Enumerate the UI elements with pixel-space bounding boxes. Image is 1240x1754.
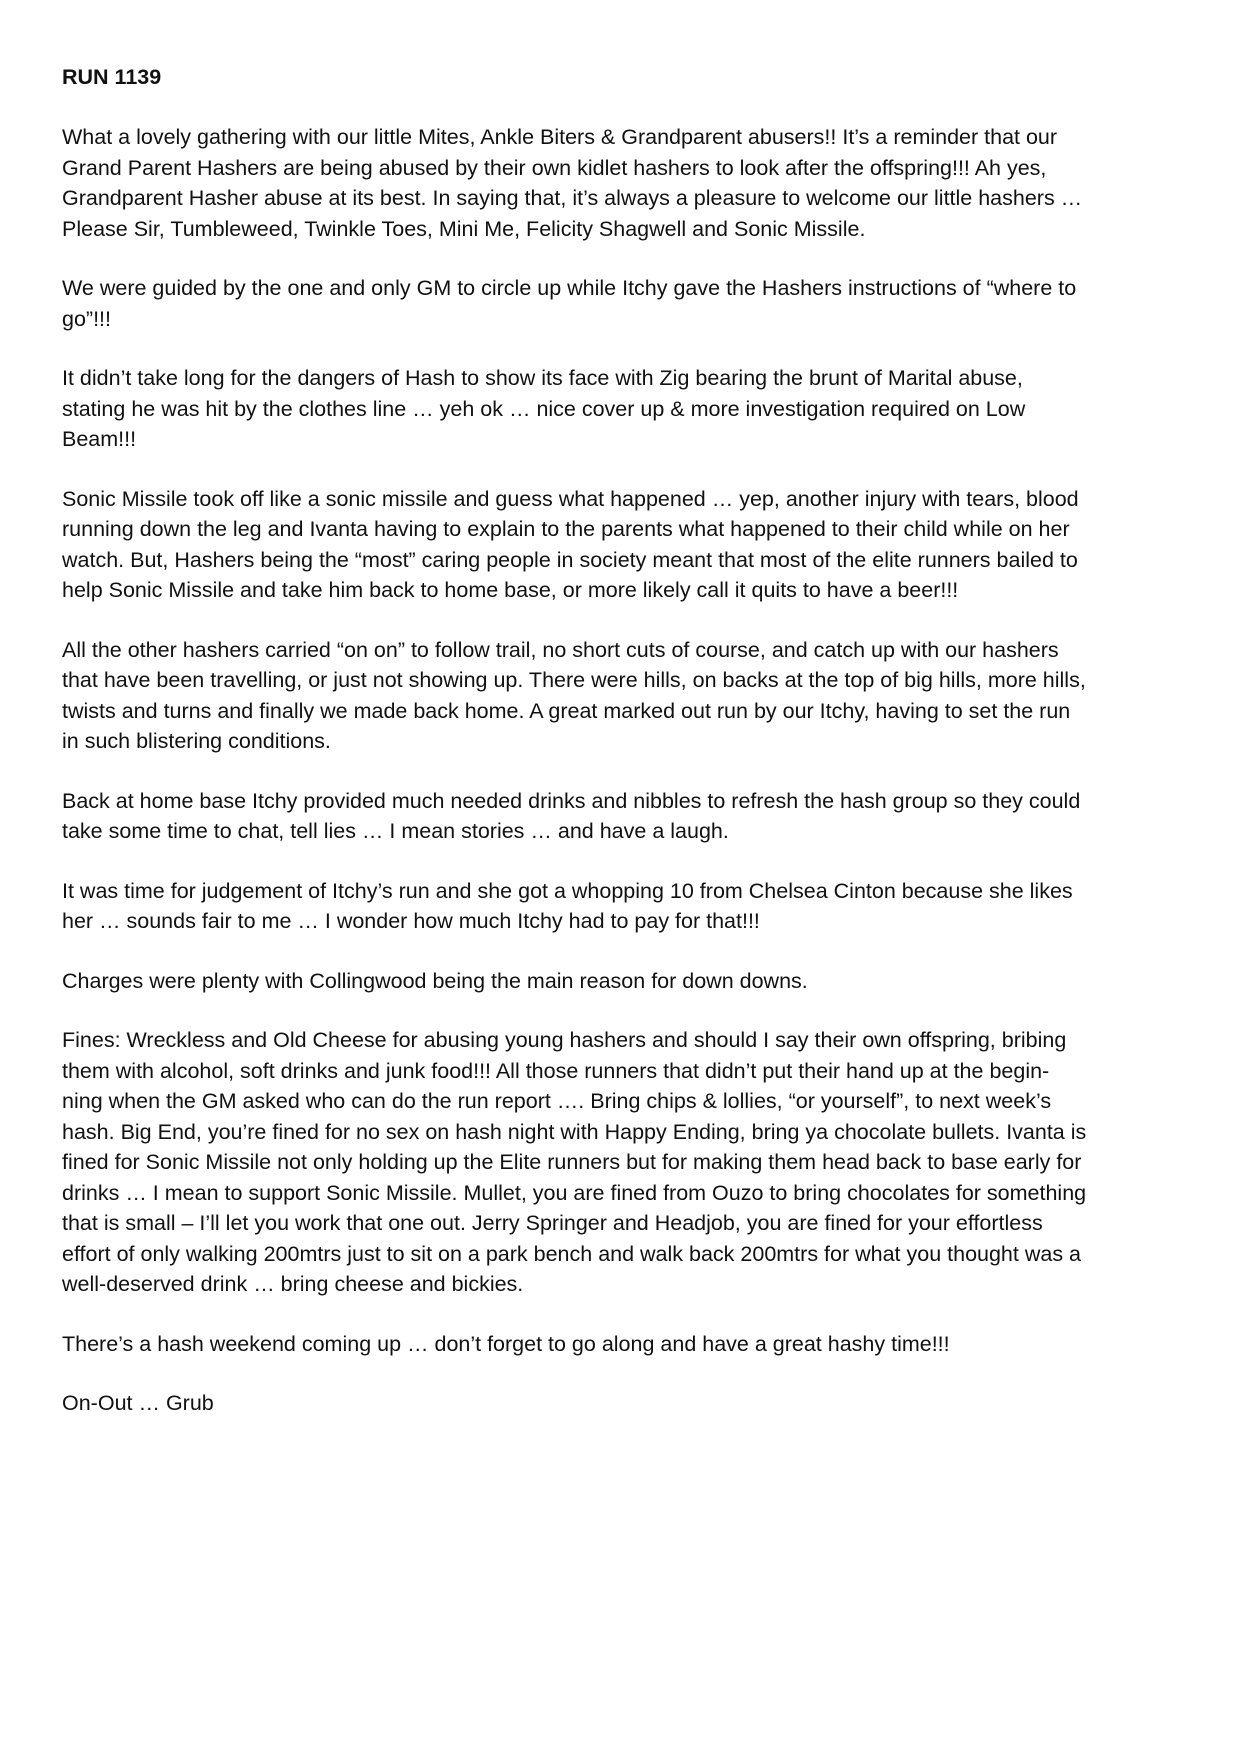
paragraph-zig-injury [62, 363, 1178, 455]
text-line: It didn’t take long for the dangers of Hash to show its face with Zig bearing the brunt of Marital abuse, [62, 366, 1023, 390]
paragraph-hash-weekend [62, 1329, 1178, 1360]
paragraph-intro [62, 122, 1178, 244]
text-line: It was time for judgement of Itchy’s run and she got a whopping 10 from Chelsea Cinton because she likes [62, 878, 1073, 903]
text-line: ning when the GM asked who can do the run report …. Bring chips & lollies, “or yourself”, to next week’s [62, 1089, 1052, 1113]
text-line: her … sounds fair to me … I wonder how much Itchy had to pay for that!!! [62, 909, 760, 933]
paragraph-charges [62, 966, 1178, 997]
text-line: help Sonic Missile and take him back to home base, or more likely call it quits to have a beer!!! [62, 578, 959, 602]
text-line: them with alcohol, soft drinks and junk food!!! All those runners that didn’t put their hand up at the begin- [62, 1058, 1050, 1083]
text-line: Sonic Missile took off like a sonic missile and guess what happened … yep, another injury with tears, blood [62, 486, 1079, 511]
paragraph-trail [62, 635, 1178, 757]
text-line: that have been travelling, or just not showing up. There were hills, on backs at the top of big hills, more hills, [62, 668, 1086, 692]
text-line: What a lovely gathering with our little Mites, Ankle Biters & Grandparent abusers!! It’s a reminder that our [62, 125, 1058, 149]
paragraph-judgement [62, 876, 1178, 937]
text-line: twists and turns and finally we made back home. A great marked out run by our Itchy, having to set the run [62, 698, 1071, 723]
paragraph-home-base [62, 786, 1178, 847]
text-line: that is small – I’ll let you work that one out. Jerry Springer and Headjob, you are fined for your effortless [62, 1211, 1043, 1235]
text-line: effort of only walking 200mtrs just to sit on a park bench and walk back 200mtrs for what you thought was a [62, 1241, 1082, 1266]
text-line: go”!!! [62, 306, 111, 331]
text-line: Please Sir, Tumbleweed, Twinkle Toes, Mini Me, Felicity Shagwell and Sonic Missile. [62, 216, 866, 241]
text-line: Beam!!! [62, 427, 137, 451]
text-line: drinks … I mean to support Sonic Missile. Mullet, you are fined from Ouzo to bring chocolates for something [62, 1180, 1087, 1205]
text-line: Fines: Wreckless and Old Cheese for abusing young hashers and should I say their own offspring, bribing [62, 1028, 1067, 1052]
text-line: Grandparent Hasher abuse at its best. In saying that, it’s always a pleasure to welcome our little hashers … [62, 186, 1083, 210]
paragraph-sign-off [62, 1388, 1178, 1419]
text-line: watch. But, Hashers being the “most” caring people in society meant that most of the elite runners bailed to [62, 547, 1078, 572]
text-line: We were guided by the one and only GM to circle up while Itchy gave the Hashers instructions of “where to [62, 276, 1077, 300]
text-line: take some time to chat, tell lies … I mean stories … and have a laugh. [62, 819, 729, 843]
text-line: stating he was hit by the clothes line … yeh ok … nice cover up & more investigation required on Low [62, 396, 1026, 421]
text-line: On-Out … Grub [62, 1391, 214, 1415]
paragraph-sonic-missile [62, 484, 1178, 606]
text-line: All the other hashers carried “on on” to follow trail, no short cuts of course, and catch up with our hashers [62, 637, 1059, 662]
text-line: running down the leg and Ivanta having to explain to the parents what happened to their child while on her [62, 517, 1070, 541]
run-title: RUN 1139 [62, 65, 162, 89]
text-line: in such blistering conditions. [62, 729, 331, 753]
paragraph-fines [62, 1025, 1178, 1300]
text-line: hash. Big End, you’re fined for no sex on hash night with Happy Ending, bring ya chocolate bullets. Ivanta is [62, 1119, 1087, 1144]
text-line: well-deserved drink … bring cheese and bickies. [62, 1272, 524, 1296]
paragraph-gm-circle [62, 273, 1178, 334]
text-line: Grand Parent Hashers are being abused by their own kidlet hashers to look after the offspring!!! Ah yes, [62, 155, 1047, 180]
text-line: fined for Sonic Missile not only holding up the Elite runners but for making them head back to base early for [62, 1150, 1082, 1174]
text-line: There’s a hash weekend coming up … don’t forget to go along and have a great hashy time!!! [62, 1331, 950, 1356]
text-line: Charges were plenty with Collingwood being the main reason for down downs. [62, 968, 808, 993]
text-line: Back at home base Itchy provided much needed drinks and nibbles to refresh the hash group so they could [62, 788, 1081, 813]
